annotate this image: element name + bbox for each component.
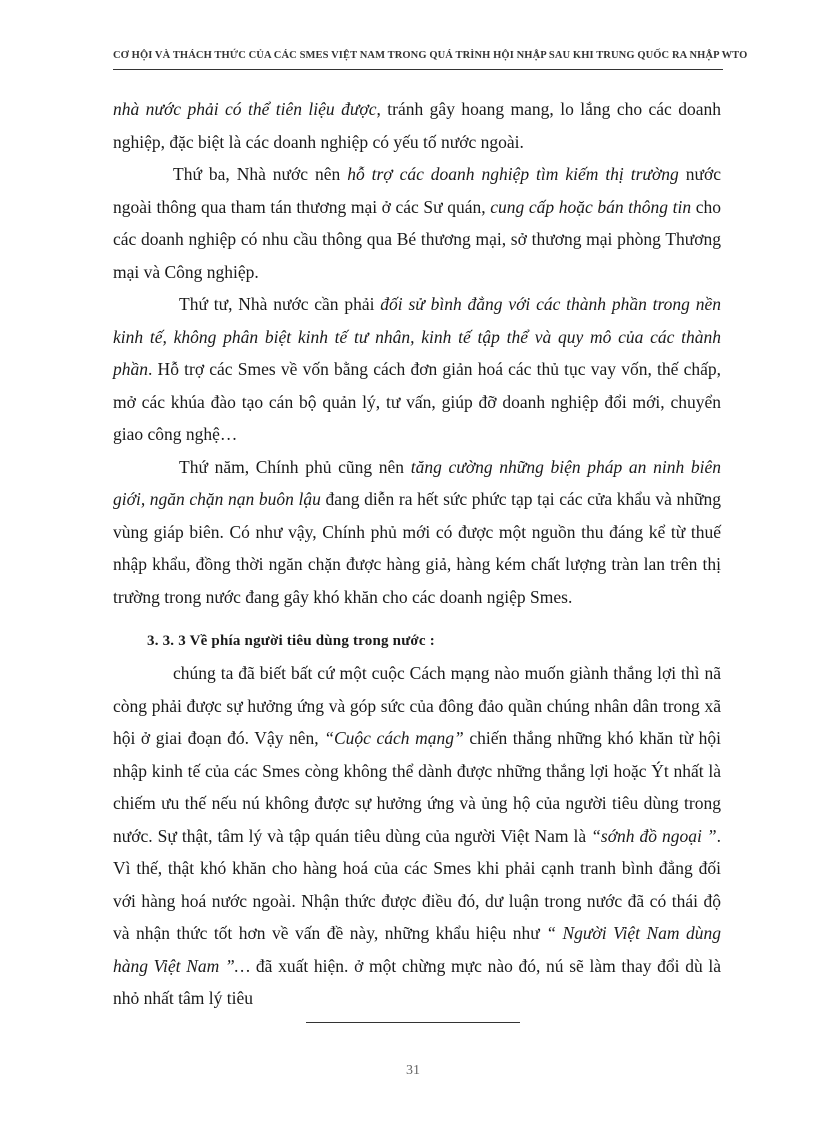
running-header: CƠ HỘI VÀ THÁCH THỨC CỦA CÁC SMES VIỆT NAM TRONG QUÁ TRÌNH HỘI NHẬP SAU KHI TRUNG QUỐC RA NHẬP WTO — [113, 50, 748, 61]
body-text: đã xuất hiện. ở một chừng mực nào đó, nú sẽ làm thay đổi dù là nhỏ nhất tâm lý tiêu — [113, 955, 721, 1008]
body-text: . Vì thế, thật khó khăn cho hàng hoá của các Smes khi phải cạnh tranh bình đẳng đối với hàng hoá nước ngoài. Nhận thức được điều đó, dư luận trong nước đã có thái độ và nhận thức tốt hơn về vấn đề này, những khẩu hiệu như — [113, 825, 721, 943]
paragraph — [113, 158, 721, 288]
body-text: đang diễn ra hết sức phức tạp tại các cửa khẩu và những vùng giáp biên. Có như vậy, Chính phủ mới có được một nguồn thu đáng kể từ thuế nhập khẩu, đồng thời ngăn chặn được hàng giả, hàng kém chất lượng tràn lan trên thị trường trong nước đang gây khó khăn cho các doanh ngiệp Smes. — [113, 489, 721, 607]
page-number: 31 — [406, 1063, 420, 1078]
body-text: cho các doanh nghiệp có nhu cầu thông qua Bé thương mại, sở thương mại phòng Thương mại và Công nghiệp. — [113, 196, 721, 282]
paragraph — [113, 93, 721, 158]
paragraph — [113, 451, 721, 614]
body-text: Thứ tư, Nhà nước cần phải — [179, 294, 381, 314]
section-heading: 3. 3. 3 Về phía người tiêu dùng trong nước : — [147, 633, 435, 649]
body-text: . Hỗ trợ các Smes về vốn bằng cách đơn giản hoá các thủ tục vay vốn, thế chấp, mở các khúa đào tạo cán bộ quản lý, tư vấn, giúp đỡ doanh nghiệp đổi mới, chuyển giao công nghệ… — [113, 359, 721, 444]
body-text: nước ngoài thông qua tham tán thương mại ở các Sư quán, — [113, 164, 721, 217]
emphasis-text: nhà nước phải có thể tiên liệu được — [113, 99, 377, 119]
emphasis-text: hỗ trợ các doanh nghiệp tìm kiếm thị trường — [347, 164, 679, 184]
body-text: chúng ta đã biết bất cứ một cuộc Cách mạng nào muốn giành thắng lợi thì nã còng phải được sự hưởng ứng và góp sức của đông đảo quần chúng nhân dân trong xã hội ở giai đoạn đó. Vậy nên, — [113, 663, 721, 748]
paragraph — [113, 288, 721, 451]
page-body — [113, 93, 721, 1015]
body-text: Thứ năm, Chính phủ cũng nên — [179, 456, 411, 477]
emphasis-text: tăng cường những biện pháp an ninh biên giới, ngăn chặn nạn buôn lậu — [113, 456, 721, 509]
body-text: chiến thắng những khó khăn từ hội nhập kinh tế của các Smes còng không thể dành được những thắng lợi hoặc Ýt nhất là chiếm ưu thế nếu nú không được sự hưởng ứng và ủng hộ của người tiêu dùng trong nước. Sự thật, tâm lý và tập quán tiêu dùng của người Việt Nam là — [113, 728, 722, 846]
emphasis-text: “ Người Việt Nam dùng hàng Việt Nam ”… — [113, 923, 721, 976]
footer-divider — [306, 1022, 520, 1023]
body-text: , tránh gây hoang mang, lo lắng cho các doanh nghiệp, đặc biệt là các doanh nghiệp có yếu tố nước ngoài. — [113, 99, 721, 152]
emphasis-text: “Cuộc cách mạng” — [324, 728, 464, 748]
header-divider — [113, 69, 723, 70]
emphasis-text: đối sử bình đẳng với các thành phần trong nền kinh tế, không phân biệt kinh tế tư nhân, kinh tế tập thể và quy mô của các thành phần — [113, 294, 721, 379]
body-text: Thứ ba, Nhà nước nên — [173, 164, 348, 184]
emphasis-text: cung cấp hoặc bán thông tin — [490, 196, 692, 217]
paragraph — [113, 657, 721, 1015]
emphasis-text: “sớnh đồ ngoại ” — [591, 825, 717, 846]
